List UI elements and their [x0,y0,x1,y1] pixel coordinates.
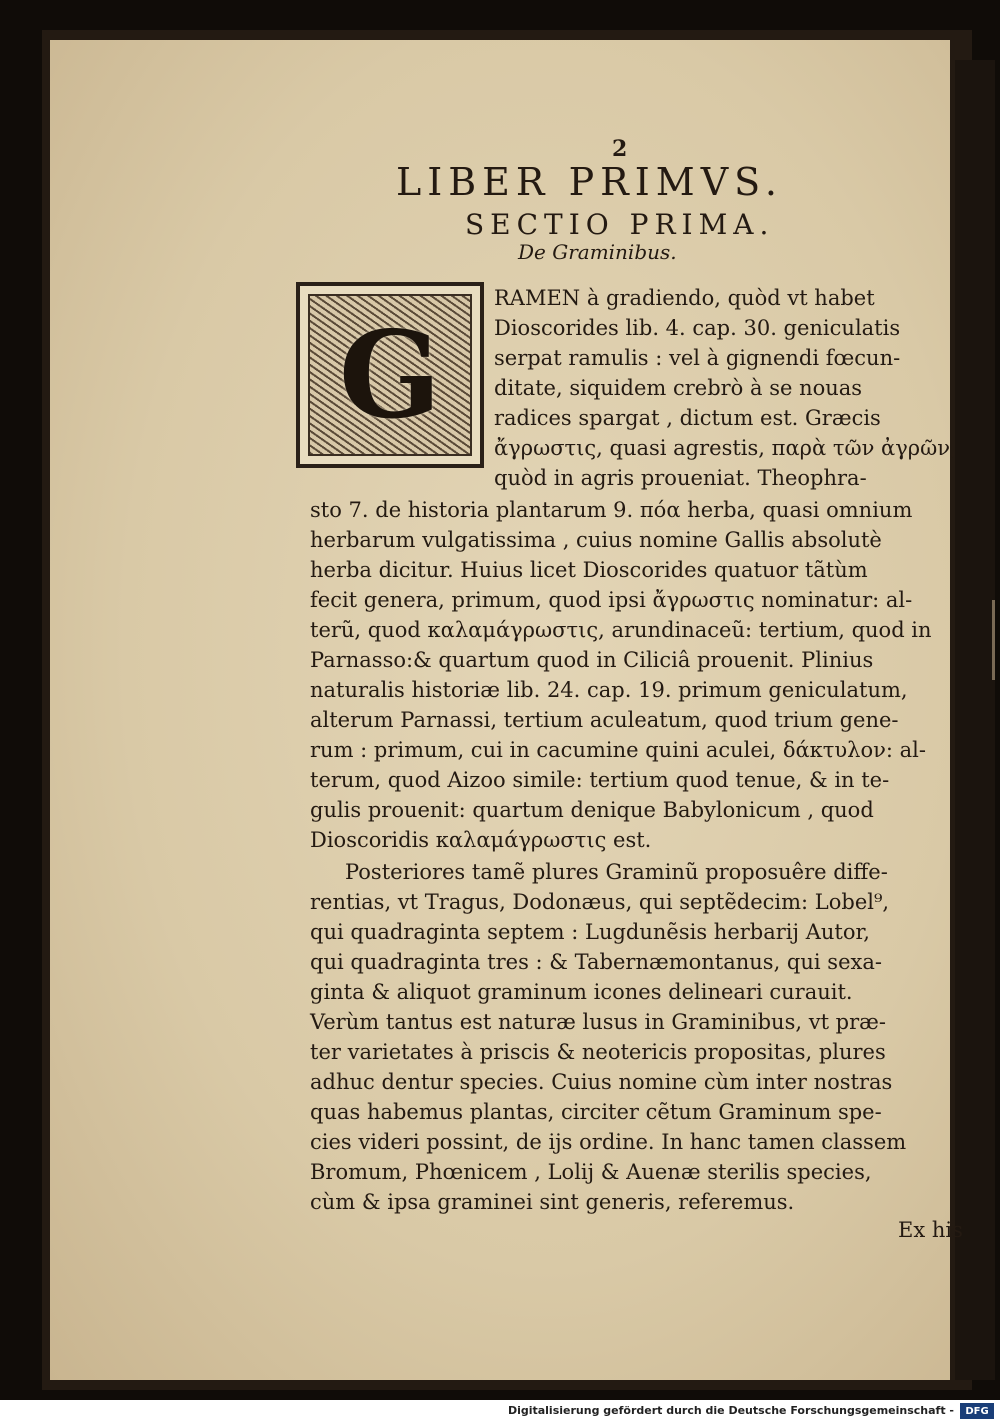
page-number: 2 [612,136,628,162]
dfg-logo: DFG [960,1403,994,1419]
text-line: naturalis historiæ lib. 24. cap. 19. primum geniculatum, [310,678,908,702]
text-line: serpat ramulis : vel à gignendi fœcun- [494,346,901,370]
text-line: Posteriores tamẽ plures Graminũ proposuêre diffe- [345,860,888,884]
text-line: terum, quod Aizoo simile: tertium quod tenue, & in te- [310,768,890,792]
decorated-initial [296,282,484,468]
text-line: herba dicitur. Huius licet Dioscorides quatuor tãtùm [310,558,868,582]
text-line: RAMEN à gradiendo, quòd vt habet [494,286,875,310]
page-edge-mark [992,600,995,680]
text-line: ditate, siquidem crebrò à se nouas [494,376,863,400]
text-line: qui quadraginta septem : Lugdunẽsis herbarij Autor, [310,920,870,944]
page-gutter [955,60,995,1380]
text-line: quòd in agris proueniat. Theophra- [494,466,867,490]
footer-bar [0,1400,1000,1423]
text-line: gulis prouenit: quartum denique Babylonicum , quod [310,798,874,822]
funding-notice: Digitalisierung gefördert durch die Deutsche Forschungsgemeinschaft - [507,1404,954,1417]
text-line: Dioscoridis καλαμάγρωστις est. [310,828,652,852]
text-line: Verùm tantus est naturæ lusus in Graminibus, vt præ- [310,1010,887,1034]
text-line: sto 7. de historia plantarum 9. πόα herba, quasi omnium [310,498,913,522]
catchword: Ex his [898,1218,963,1242]
text-line: ἄγρωστις, quasi agrestis, παρὰ τῶν ἀγρῶν, [494,436,957,460]
text-line: cies videri possint, de ijs ordine. In hanc tamen classem [310,1130,907,1154]
text-line: quas habemus plantas, circiter cẽtum Graminum spe- [310,1100,882,1124]
page-title: LIBER PRIMVS. [396,160,783,204]
text-line: rentias, vt Tragus, Dodonæus, qui septẽdecim: Lobel⁹, [310,890,890,914]
text-line: Parnasso:& quartum quod in Ciliciâ prouenit. Plinius [310,648,874,672]
text-line: fecit genera, primum, quod ipsi ἄγρωστις nominatur: al- [310,588,913,612]
text-line: rum : primum, cui in cacumine quini aculei, δάκτυλον: al- [310,738,926,762]
text-line: qui quadraginta tres : & Tabernæmontanus, qui sexa- [310,950,882,974]
section-title: SECTIO PRIMA. [465,208,775,241]
text-line: cùm & ipsa graminei sint generis, referemus. [310,1190,795,1214]
text-line: radices spargat , dictum est. Græcis [494,406,881,430]
initial-letter: G [338,304,442,446]
text-line: alterum Parnassi, tertium aculeatum, quod trium gene- [310,708,899,732]
text-line: ter varietates à priscis & neotericis propositas, plures [310,1040,886,1064]
text-line: ginta & aliquot graminum icones delineari curauit. [310,980,853,1004]
text-line: terũ, quod καλαμάγρωστις, arundinaceũ: tertium, quod in [310,618,932,642]
text-line: adhuc dentur species. Cuius nomine cùm inter nostras [310,1070,893,1094]
chapter-caption: De Graminibus. [518,240,677,264]
text-line: herbarum vulgatissima , cuius nomine Gallis absolutè [310,528,882,552]
text-line: Dioscorides lib. 4. cap. 30. geniculatis [494,316,901,340]
text-line: Bromum, Phœnicem , Lolij & Auenæ sterilis species, [310,1160,872,1184]
